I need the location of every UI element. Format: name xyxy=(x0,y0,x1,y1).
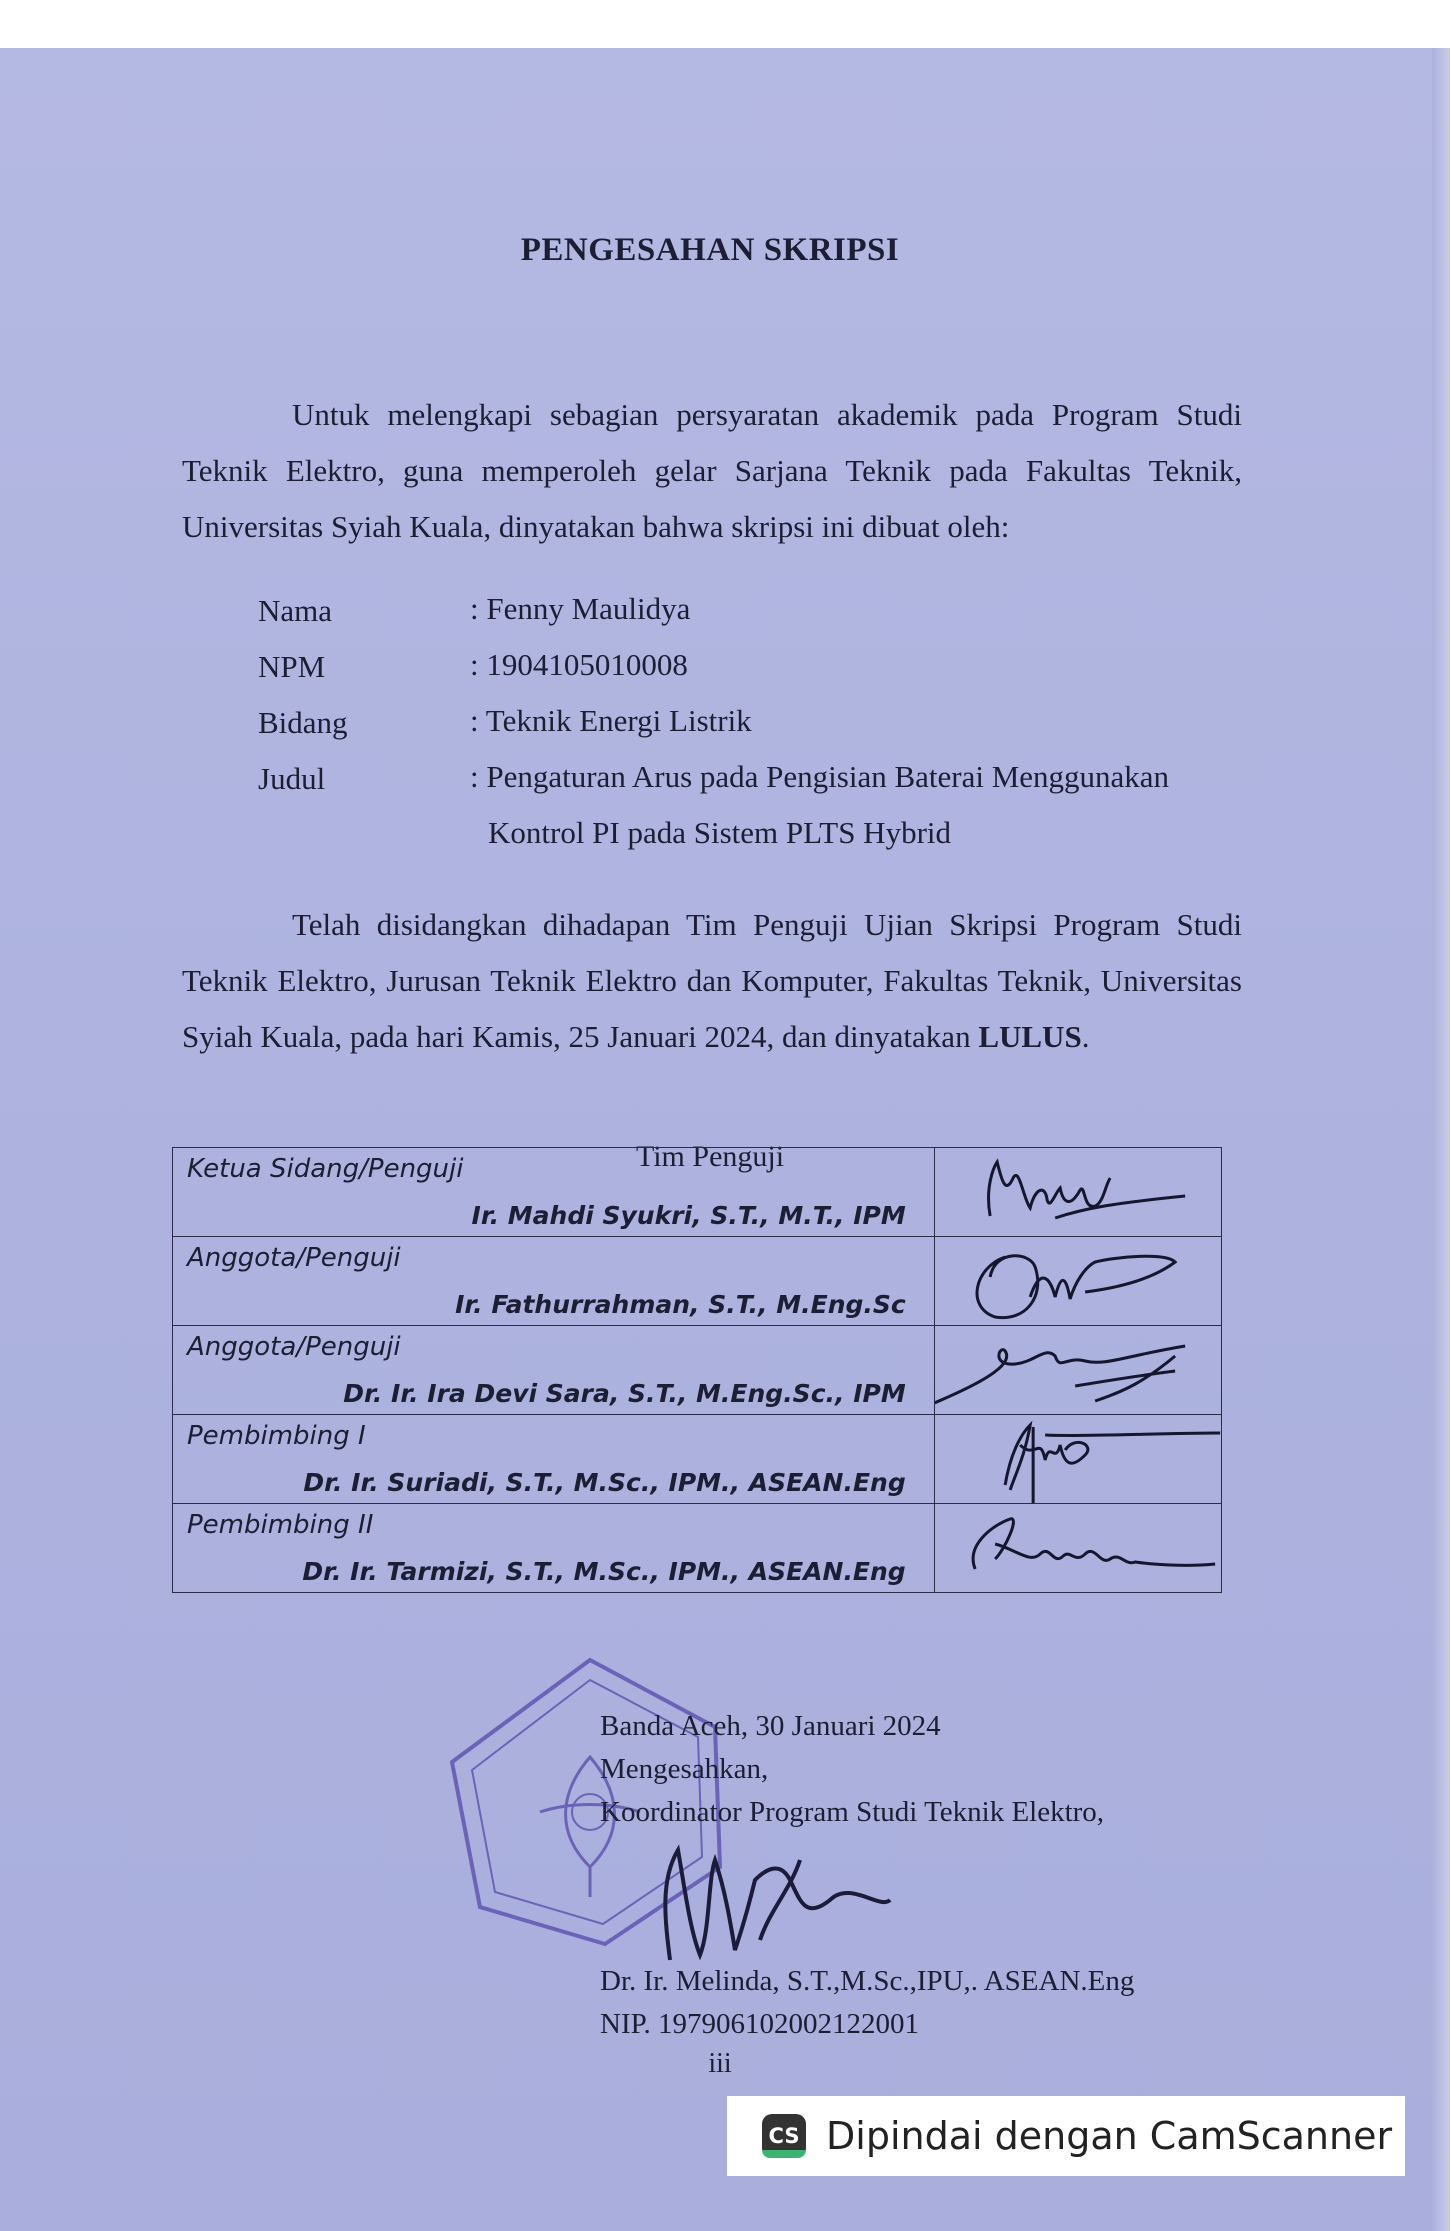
page-title: PENGESAHAN SKRIPSI xyxy=(520,232,900,268)
result-text: LULUS xyxy=(978,1019,1082,1054)
intro-text: Untuk melengkapi sebagian persyaratan akademik pada Program Studi Teknik Elektro, guna memperoleh gelar Sarjana Teknik pada Fakultas Teknik, Universitas Syiah Kuala, dinyatakan bahwa skripsi ini dibuat oleh: xyxy=(182,397,1242,544)
committee-table xyxy=(172,1147,1222,1593)
coordinator-name: Dr. Ir. Melinda, S.T.,M.Sc.,IPU,. ASEAN.Eng xyxy=(600,1965,1135,1997)
table-row xyxy=(173,1237,1222,1326)
camscanner-logo-icon: CS xyxy=(762,2114,806,2158)
page-number: iii xyxy=(708,2048,732,2079)
signature-cell xyxy=(934,1415,1221,1504)
signature-cell xyxy=(934,1504,1221,1593)
identity-value: : Teknik Energi Listrik xyxy=(470,703,752,738)
identity-value: : Pengaturan Arus pada Pengisian Baterai Menggunakan xyxy=(470,759,1170,794)
committee-cell xyxy=(173,1415,935,1504)
committee-cell xyxy=(173,1148,935,1237)
committee-name: Ir. Fathurrahman, S.T., M.Eng.Sc xyxy=(455,1290,906,1319)
signature-mark xyxy=(935,1326,1221,1414)
committee-cell xyxy=(173,1237,935,1326)
table-row xyxy=(173,1415,1222,1504)
identity-value: : 1904105010008 xyxy=(470,647,688,682)
identity-label: Judul xyxy=(258,761,326,796)
coordinator-title: Koordinator Program Studi Teknik Elektro, xyxy=(600,1796,1105,1828)
identity-label: Bidang xyxy=(258,705,348,740)
camscanner-label: Dipindai dengan CamScanner xyxy=(826,2114,1393,2158)
committee-role: Anggota/Penguji xyxy=(187,1243,401,1273)
result-suffix: . xyxy=(1081,1019,1090,1054)
committee-heading: Tim Penguji xyxy=(635,1140,785,1173)
committee-role: Anggota/Penguji xyxy=(187,1332,401,1362)
identity-label: Nama xyxy=(258,593,333,628)
signature-mark xyxy=(935,1148,1221,1236)
signature-mark xyxy=(935,1504,1221,1592)
committee-role: Pembimbing II xyxy=(187,1510,374,1540)
coordinator-block xyxy=(600,1960,1134,2046)
table-row xyxy=(173,1148,1222,1237)
committee-name: Ir. Mahdi Syukri, S.T., M.T., IPM xyxy=(471,1201,906,1230)
coordinator-nip: NIP. 197906102002122001 xyxy=(600,2008,920,2040)
signature-mark xyxy=(935,1237,1221,1325)
intro-paragraph xyxy=(182,387,1242,555)
committee-cell xyxy=(173,1326,935,1415)
defense-paragraph xyxy=(182,897,1242,1065)
ratified-label: Mengesahkan, xyxy=(600,1753,769,1785)
committee-name: Dr. Ir. Tarmizi, S.T., M.Sc., IPM., ASEAN.Eng xyxy=(302,1557,906,1586)
defense-text: Telah disidangkan dihadapan Tim Penguji Ujian Skripsi Program Studi Teknik Elektro, Jurusan Teknik Elektro dan Komputer, Fakultas Teknik, Universitas Syiah Kuala, pada hari Kamis, 25 Januari 2024, dan dinyatakan xyxy=(182,907,1242,1054)
committee-role: Ketua Sidang/Penguji xyxy=(187,1154,464,1184)
table-row xyxy=(173,1326,1222,1415)
committee-name: Dr. Ir. Suriadi, S.T., M.Sc., IPM., ASEAN.Eng xyxy=(303,1468,906,1497)
identity-label: NPM xyxy=(258,649,326,684)
signature-cell xyxy=(934,1237,1221,1326)
table-row xyxy=(173,1504,1222,1593)
page-edge xyxy=(1432,48,1450,2231)
signature-mark xyxy=(935,1415,1221,1503)
signature-block xyxy=(600,1705,1104,1834)
committee-name: Dr. Ir. Ira Devi Sara, S.T., M.Eng.Sc., IPM xyxy=(343,1379,906,1408)
identity-value-line2: Kontrol PI pada Sistem PLTS Hybrid xyxy=(488,815,952,850)
coordinator-signature xyxy=(630,1820,930,1980)
committee-role: Pembimbing I xyxy=(187,1421,366,1451)
signature-cell xyxy=(934,1148,1221,1237)
identity-value: : Fenny Maulidya xyxy=(470,591,691,626)
place-date: Banda Aceh, 30 Januari 2024 xyxy=(600,1710,941,1742)
committee-cell xyxy=(173,1504,935,1593)
camscanner-banner xyxy=(727,2096,1405,2176)
signature-cell xyxy=(934,1326,1221,1415)
